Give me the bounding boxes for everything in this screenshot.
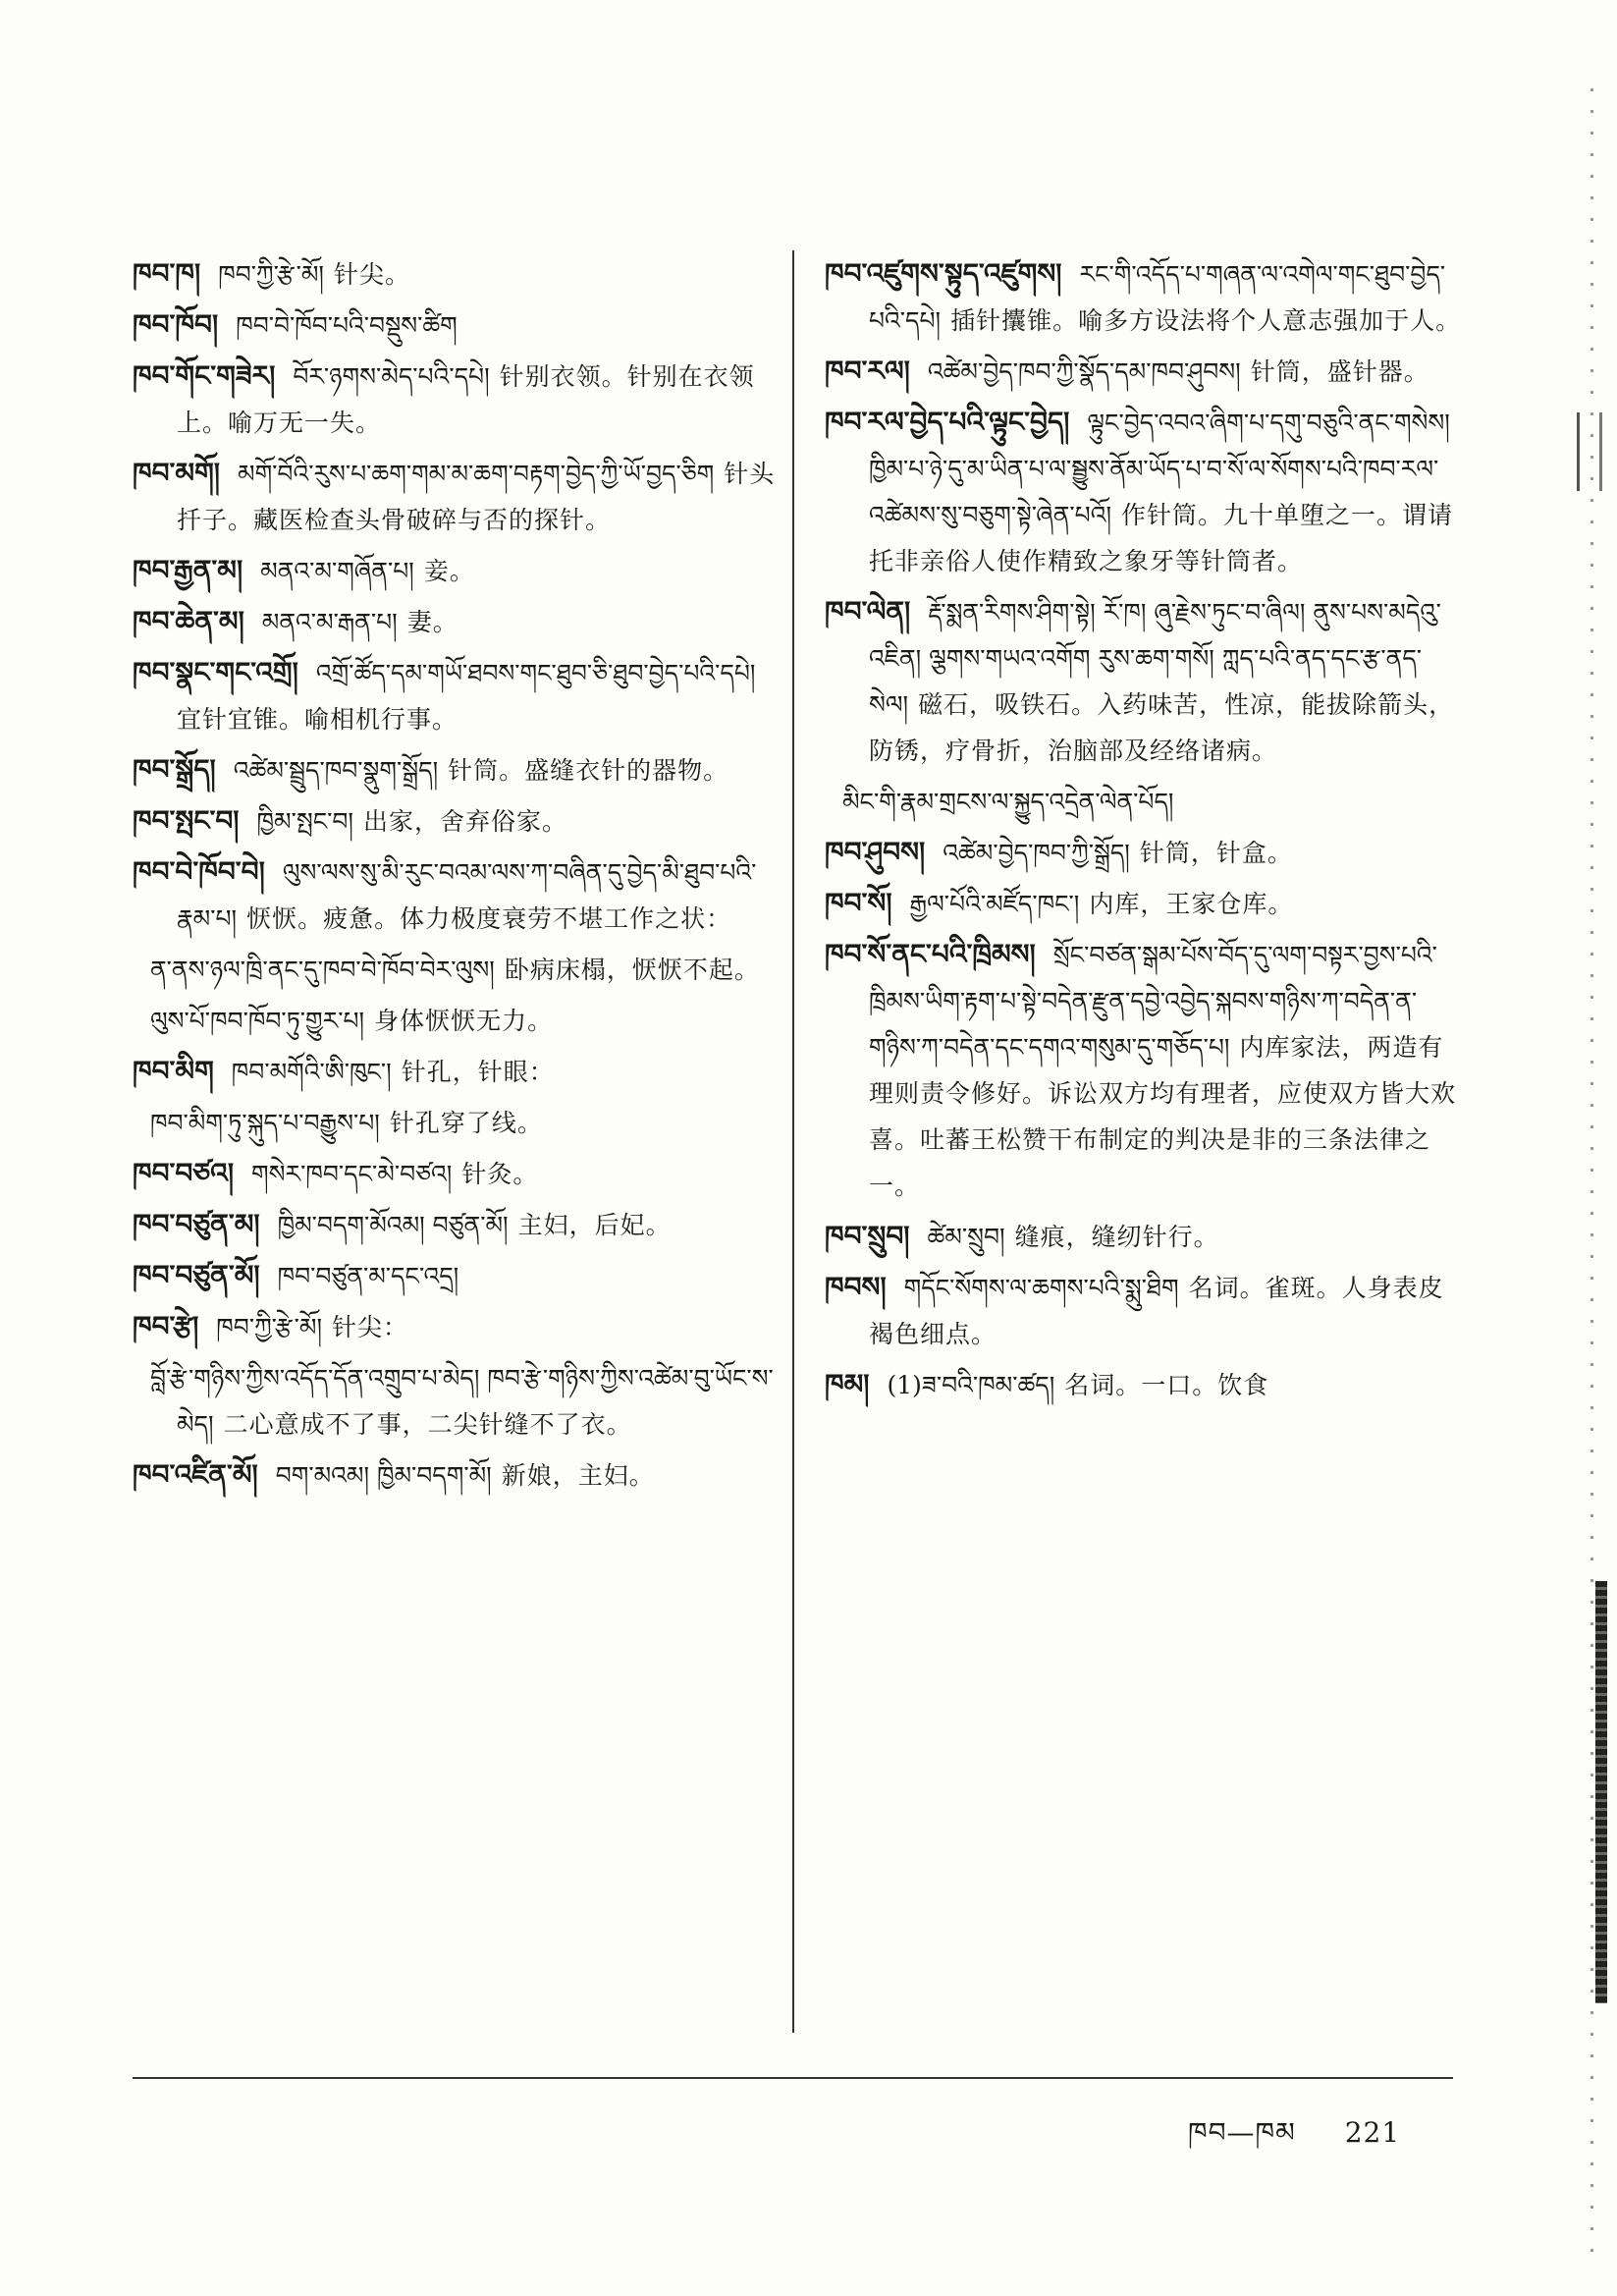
tibetan-definition: ལུས་ལས་སུ་མི་རུང་བའམ་ལས་ཀ་བཞིན་དུ་བྱེད་མི་ཐུབ་པའི་རྣམ་པ། bbox=[177, 858, 757, 933]
tibetan-definition: འཚེམ་བྱེད་ཁབ་ཀྱི་སྒྲོད། bbox=[943, 839, 1130, 867]
edge-dots bbox=[1590, 88, 1593, 2269]
headword: ཁབ་ལེན། bbox=[825, 595, 911, 628]
headword: ཁབ་སོ་ནང་པའི་ཁྲིམས། bbox=[825, 938, 1036, 970]
headword: ཁབ་མིག bbox=[133, 1055, 214, 1087]
dictionary-entry bbox=[133, 1048, 776, 1095]
tibetan-definition: ཁབ་མགོའི་ཨི་ཁུང་། bbox=[231, 1058, 392, 1086]
dictionary-entry bbox=[133, 797, 776, 845]
dictionary-entry bbox=[133, 1354, 776, 1448]
headword: ཁབ་ཤུབས། bbox=[825, 836, 926, 868]
tibetan-definition: ཁབ་ཀྱི་རྩེ་མོ། bbox=[218, 260, 324, 289]
dictionary-entry bbox=[133, 1099, 776, 1146]
chinese-definition: 针头扦子。藏医检查头骨破碎与否的探针。 bbox=[177, 460, 776, 534]
headword: ཁབ་སོ། bbox=[825, 887, 892, 919]
tibetan-definition: ཁབ་བེ་ཁོབ་པའི་བསྡུས་ཚིག bbox=[236, 311, 458, 340]
dictionary-entry bbox=[133, 450, 776, 543]
dictionary-entry bbox=[133, 649, 776, 742]
headword: ཁབ་བཙུན་མོ། bbox=[133, 1259, 260, 1291]
tibetan-definition: གསེར་ཁབ་དང་མེ་བཙའ། bbox=[251, 1160, 453, 1188]
headword: ཁབ་བེ་ཁོབ་བེ། bbox=[133, 855, 265, 888]
dictionary-entry bbox=[133, 1201, 776, 1248]
chinese-definition: 妾。 bbox=[423, 557, 475, 585]
tibetan-definition: (1)ཟ་བའི་ཁམ་ཚད། bbox=[887, 1371, 1055, 1399]
dictionary-entry bbox=[133, 301, 776, 349]
tibetan-definition: ཁབ་མིག་ཏུ་སྐུད་པ་བརྒྱུས་པ། bbox=[150, 1109, 380, 1137]
headword: ཁབ་རྩེ། bbox=[133, 1310, 199, 1342]
headword: ཁབ་སྣང་གང་འགྲོ། bbox=[133, 656, 298, 688]
tibetan-definition: སྲོང་བཙན་སྒམ་པོས་བོད་དུ་ལག་བསྟར་བྱས་པའི་ཁྲིམས་ཡིག་རྟག་པ་སྟེ་བདེན་རྫུན་དབྱེ་འབྱེད་སྐབས་གཉིས་ཀ་བདེན་ན་གཉིས་ཀ་བདེན་དང་དགའ་གསུམ་དུ་གཅོད་པ། bbox=[869, 941, 1437, 1062]
dictionary-entry bbox=[825, 931, 1463, 1209]
chinese-definition: 名词。一口。饮食 bbox=[1064, 1371, 1269, 1399]
chinese-definition: 针别衣领。针别在衣领上。喻万无一失。 bbox=[177, 362, 755, 437]
edge-mark bbox=[1577, 412, 1602, 491]
headword: ཁམ། bbox=[825, 1368, 870, 1400]
chinese-definition: 针筒，盛针器。 bbox=[1250, 357, 1429, 386]
tibetan-definition: འགྲོ་ཚོད་དམ་གཡོ་ཐབས་གང་ཐུབ་ཅི་ཐུབ་བྱེད་པའི་དཔེ། bbox=[315, 659, 756, 687]
headword: ཁབ་རལ་བྱེད་པའི་ལྟུང་བྱེད། bbox=[825, 406, 1070, 438]
tibetan-definition: མནའ་མ་གཞོན་པ། bbox=[260, 557, 414, 585]
chinese-definition: 名词。雀斑。人身表皮褐色细点。 bbox=[869, 1274, 1444, 1348]
headword: ཁབ་སྤང་བ། bbox=[133, 804, 240, 837]
tibetan-definition: འཚེམ་སྦྲུད་ཁབ་སྣུག་སྒྲོད། bbox=[233, 756, 439, 785]
dictionary-entry bbox=[133, 997, 776, 1044]
headword: ཁབ་སྒྲོད། bbox=[133, 753, 216, 786]
chinese-definition: 针灸。 bbox=[461, 1160, 539, 1188]
column-divider bbox=[792, 250, 794, 2033]
dictionary-entry bbox=[133, 250, 776, 298]
tibetan-definition: ཁྱིམ་བདག་མོའམ། བཙུན་མོ། bbox=[277, 1211, 509, 1239]
headword: ཁབ་འཛུགས་སྟུད་འཛུགས། bbox=[825, 257, 1062, 290]
tibetan-definition: མནའ་མ་རྒན་པ། bbox=[261, 608, 398, 636]
chinese-definition: 缝痕，缝纫针行。 bbox=[1014, 1223, 1219, 1251]
headword: ཁབ་མགོ། bbox=[133, 457, 221, 489]
left-column bbox=[133, 250, 776, 1503]
dictionary-entry bbox=[825, 1213, 1463, 1260]
footer-rule bbox=[133, 2077, 1453, 2079]
headword: ཁབ་རལ། bbox=[825, 355, 910, 387]
chinese-definition: 二心意成不了事，二尖针缝不了衣。 bbox=[223, 1410, 632, 1439]
dictionary-entry bbox=[133, 1451, 776, 1499]
dictionary-entry bbox=[825, 1361, 1463, 1408]
chinese-definition: 身体恹恹无力。 bbox=[374, 1007, 554, 1035]
chinese-definition: 磁石，吸铁石。入药味苦，性凉，能拔除箭头，防锈，疗骨折，治脑部及经络诸病。 bbox=[869, 690, 1455, 765]
chinese-definition: 内库，王家仓库。 bbox=[1089, 890, 1294, 918]
headword: ཁབ་འཛིན་མོ། bbox=[133, 1458, 258, 1491]
dictionary-entry bbox=[825, 778, 1463, 825]
chinese-definition: 宜针宜锥。喻相机行事。 bbox=[177, 705, 458, 734]
headword: ཁབ་སྲུབ། bbox=[825, 1220, 910, 1252]
chinese-definition: 针孔穿了线。 bbox=[389, 1109, 543, 1137]
headword: ཁབ་ཆེན་མ། bbox=[133, 605, 244, 637]
dictionary-entry bbox=[825, 588, 1463, 774]
headword: ཁབ་བཙའ། bbox=[133, 1157, 235, 1189]
tibetan-definition: གདོང་སོགས་ལ་ཆགས་པའི་སྨུ་ཐིག bbox=[903, 1274, 1179, 1302]
chinese-definition: 主妇，后妃。 bbox=[517, 1211, 672, 1239]
tibetan-definition: མགོ་བོའི་རུས་པ་ཆག་གམ་མ་ཆག་བརྟག་བྱེད་ཀྱི་ཡོ་བྱད་ཅིག bbox=[238, 460, 715, 488]
chinese-definition: 针筒。盛缝衣针的器物。 bbox=[448, 756, 729, 785]
chinese-definition: 针筒，针盒。 bbox=[1139, 839, 1293, 867]
headword: ཁབས། bbox=[825, 1271, 887, 1303]
tibetan-definition: རྒྱལ་པོའི་མཛོད་ཁང་། bbox=[909, 890, 1080, 918]
dictionary-entry bbox=[133, 598, 776, 645]
dictionary-entry bbox=[825, 250, 1463, 344]
tibetan-definition: རྡོ་སྨན་རིགས་ཤིག་སྟེ། རོ་ཁ། ཞུ་རྗེས་ཏུང་བ་ཞིལ། ནུས་པས་མདེའུ་འཇིན། ལྕགས་གཡའ་འགོག རུས་ཆག་གསོ། ཀླད་པའི་ནད་དང་རྩ་ནད་སེལ། bbox=[869, 598, 1441, 719]
dictionary-entry bbox=[133, 848, 776, 942]
tibetan-definition: བློ་རྩེ་གཉིས་ཀྱིས་འདོད་དོན་འགྲུབ་པ་མེད། ཁབ་རྩེ་གཉིས་ཀྱིས་འཚེམ་བུ་ཡོང་ས་མེད། bbox=[150, 1364, 774, 1439]
chinese-definition: 卧病床榻，恹恹不起。 bbox=[504, 956, 760, 984]
tibetan-definition: ལུས་པོ་ཁབ་ཁོབ་ཏུ་གྱུར་པ། bbox=[150, 1007, 365, 1035]
dictionary-entry bbox=[133, 353, 776, 446]
chinese-definition: 出家，舍弃俗家。 bbox=[362, 807, 567, 836]
headword: ཁབ་ཁོབ། bbox=[133, 308, 219, 341]
tibetan-definition: ཁྱིམ་སྤང་བ། bbox=[256, 807, 353, 836]
right-column bbox=[825, 250, 1463, 1412]
tibetan-definition: མིང་གི་རྣམ་གྲངས་ལ་སྐྱུད་འདྲེན་ལེན་པོད། bbox=[842, 788, 1174, 816]
dictionary-entry bbox=[133, 946, 776, 993]
footer-range: ཁབ—ཁམ bbox=[1188, 2116, 1296, 2149]
dictionary-entry bbox=[133, 1303, 776, 1350]
dictionary-entry bbox=[825, 880, 1463, 927]
tibetan-definition: ལྟུང་བྱེད་འབའ་ཞིག་པ་དགུ་བཅུའི་ནང་གསེས། ཁྱིམ་པ་ཉེ་དུ་མ་ཡིན་པ་ལ་སྦྱུས་ནོམ་ཡོད་པ་བ་སོ་ལ་སོགས་པའི་ཁབ་རལ་འཚེམས་སུ་བཅུག་སྟེ་ཞེན་པའོ། bbox=[869, 409, 1450, 529]
dictionary-entry bbox=[825, 348, 1463, 395]
dictionary-entry bbox=[133, 1150, 776, 1197]
headword: ཁབ་རྒྱན་མ། bbox=[133, 554, 243, 586]
tibetan-definition: ན་ནས་ཉལ་ཁྲི་ནང་དུ་ཁབ་བེ་ཁོབ་བེར་ལུས། bbox=[150, 956, 495, 984]
tibetan-definition: བོར་ཉགས་མེད་པའི་དཔེ། bbox=[293, 362, 490, 391]
dictionary-entry bbox=[133, 1252, 776, 1299]
headword: ཁབ་གོང་གཟེར། bbox=[133, 359, 276, 392]
headword: ཁབ་ཁ། bbox=[133, 257, 201, 290]
tibetan-definition: ཁབ་བཙུན་མ་དང་འདྲ། bbox=[277, 1262, 459, 1290]
dictionary-entry bbox=[825, 829, 1463, 876]
chinese-definition: 妻。 bbox=[406, 608, 458, 636]
chinese-definition: 新娘，主妇。 bbox=[501, 1461, 655, 1490]
chinese-definition: 作针筒。九十单堕之一。谓请托非亲俗人使作精致之象牙等针筒者。 bbox=[869, 501, 1454, 575]
chinese-definition: 恹恹。疲惫。体力极度衰劳不堪工作之状： bbox=[246, 904, 732, 933]
page-number: 221 bbox=[1344, 2116, 1401, 2149]
dictionary-entry bbox=[825, 399, 1463, 584]
tibetan-definition: རང་གི་འདོད་པ་གཞན་ལ་འགེལ་གང་ཐུབ་བྱེད་པའི་དཔེ། bbox=[869, 260, 1446, 335]
edge-bar bbox=[1595, 1581, 1607, 2003]
tibetan-definition: བག་མའམ། ཁྱིམ་བདག་མོ། bbox=[275, 1461, 492, 1490]
chinese-definition: 针孔，针眼： bbox=[401, 1058, 555, 1086]
chinese-definition: 针尖： bbox=[332, 1313, 409, 1341]
dictionary-entry bbox=[825, 1264, 1463, 1357]
chinese-definition: 内库家法，两造有理则责令修好。诉讼双方均有理者，应使双方皆大欢喜。吐蕃王松赞干布制定的判决是非的三条法律之一。 bbox=[869, 1033, 1457, 1200]
chinese-definition: 插针攮锥。喻多方设法将个人意志强加于人。 bbox=[950, 306, 1462, 335]
dictionary-entry bbox=[133, 746, 776, 793]
tibetan-definition: འཚེམ་བྱེད་ཁབ་ཀྱི་སྣོད་དམ་ཁབ་ཤུབས། bbox=[927, 357, 1241, 386]
headword: ཁབ་བཙུན་མ། bbox=[133, 1208, 260, 1240]
tibetan-definition: ཚེམ་སྲུབ། bbox=[927, 1223, 1005, 1251]
dictionary-entry bbox=[133, 547, 776, 594]
chinese-definition: 针尖。 bbox=[333, 260, 410, 289]
tibetan-definition: ཁབ་ཀྱི་རྩེ་མོ། bbox=[216, 1313, 323, 1341]
page-footer bbox=[1188, 2102, 1400, 2179]
